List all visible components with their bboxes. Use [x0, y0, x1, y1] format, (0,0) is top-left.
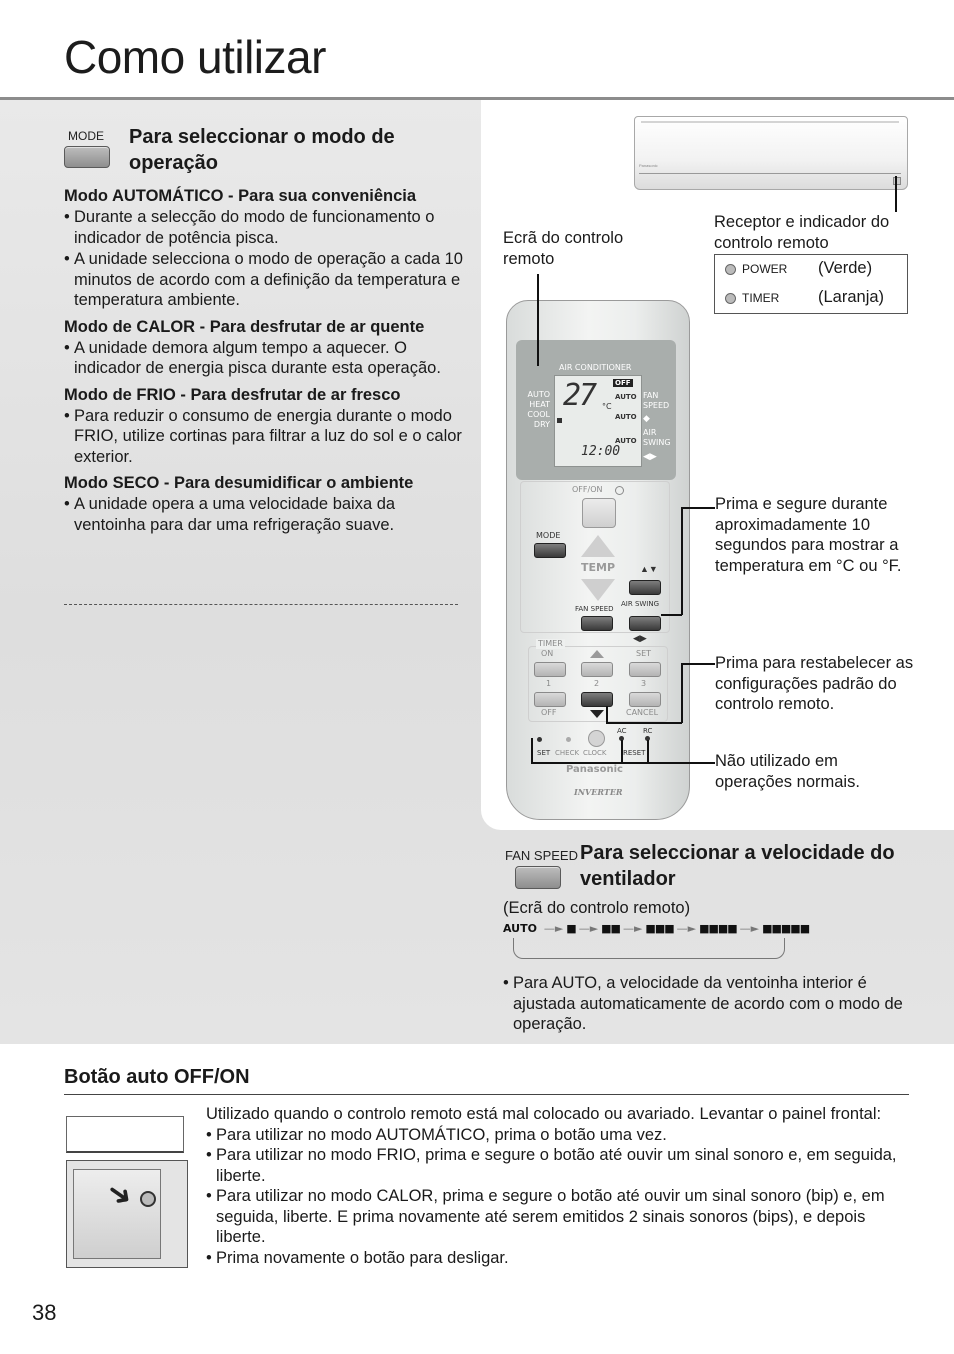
unit-panel-illustration	[66, 1116, 184, 1153]
clock-button-icon	[588, 730, 605, 747]
indicator-power	[725, 262, 787, 276]
remote-number: 2	[594, 679, 600, 688]
remote-timer-set-label: SET	[636, 649, 652, 658]
remote-timer-on-label: ON	[541, 649, 554, 658]
remote-timer-label: TIMER	[538, 639, 563, 648]
fan-speed-button-icon	[515, 866, 561, 889]
lcd-auto: AUTO	[615, 413, 637, 421]
remote-mode-list	[524, 390, 550, 430]
indicator-color: (Verde)	[818, 259, 873, 277]
fan-speed-button-label: FAN SPEED	[505, 848, 578, 863]
remote-reset-label: RESET	[623, 749, 646, 757]
led-icon	[725, 293, 736, 304]
remote-clock-label: CLOCK	[583, 749, 607, 757]
temp-up-icon	[581, 535, 615, 557]
remote-timer-up-button	[581, 662, 613, 677]
callout-line	[661, 614, 682, 616]
mode-bullet: • Durante a selecção do modo de funcionamento o indicador de potência pisca.	[64, 207, 464, 248]
timer-up-icon	[590, 650, 604, 658]
lcd-auto: AUTO	[615, 393, 637, 401]
remote-fan-speed-btn-label: FAN SPEED	[575, 605, 614, 613]
fan-speed-level-icon: ■	[566, 922, 576, 935]
sequence-arrow-icon: —►	[622, 922, 643, 935]
mode-section-title: Para seleccionar o modo de operação	[129, 126, 395, 174]
remote-rc-label: RC	[643, 727, 653, 735]
power-icon	[615, 486, 624, 495]
remote-timer-off-button	[534, 692, 566, 707]
callout-line	[606, 722, 682, 724]
fan-speed-level-icon: ■■	[601, 922, 620, 935]
callout-line	[531, 738, 533, 763]
lcd-auto: AUTO	[615, 437, 637, 445]
lcd-temperature: 27	[563, 378, 596, 413]
page-title: Como utilizar	[64, 31, 326, 83]
remote-air-swing-btn-label: AIR SWING	[621, 600, 660, 608]
remote-fan-speed-label: FAN SPEED	[643, 391, 670, 410]
remote-air-swing-button	[629, 580, 661, 595]
auto-section-title: Botão auto OFF/ON	[64, 1066, 250, 1088]
led-icon	[725, 264, 736, 275]
remote-timer-down-button	[581, 692, 613, 707]
remote-timer-set-button	[629, 662, 661, 677]
fan-bullet: • Para AUTO, a velocidade da ventoinha interior é ajustada automaticamente de acordo com o modo de operação.	[503, 973, 913, 1035]
sequence-arrow-icon: —►	[676, 922, 697, 935]
remote-timer-off-label: OFF	[541, 708, 557, 717]
auto-section-divider	[64, 1094, 909, 1095]
fan-arrows-icon: ◆	[643, 413, 650, 423]
remote-off-on-label: OFF/ON	[572, 485, 603, 494]
remote-inverter-logo: INVERTER	[574, 787, 623, 797]
mode-heading-cool: Modo de FRIO - Para desfrutar de ar fresco	[64, 385, 401, 404]
remote-air-swing-label: AIR SWING	[643, 428, 671, 447]
mode-bullet: • A unidade opera a uma velocidade baixa da ventoinha para dar uma refrigeração suave.	[64, 494, 464, 535]
fan-screen-note: (Ecrã do controlo remoto)	[503, 899, 691, 917]
indicator-color: (Laranja)	[818, 288, 885, 306]
fan-speed-level-icon: ■■■	[645, 922, 674, 935]
remote-mode-label: MODE	[536, 531, 561, 540]
callout-line	[681, 663, 715, 665]
fan-speed-level-icon: ■■■■■	[762, 922, 810, 935]
sequence-auto-label: AUTO	[503, 922, 537, 935]
mode-button-icon	[64, 146, 110, 168]
callout-line	[681, 507, 683, 615]
remote-number: 1	[546, 679, 552, 688]
auto-intro: Utilizado quando o controlo remoto está mal colocado ou avariado. Levantar o painel frontal:	[206, 1105, 882, 1123]
auto-bullet: • Para utilizar no modo AUTOMÁTICO, prima o botão uma vez.	[206, 1125, 911, 1146]
auto-button-illustration	[66, 1160, 188, 1268]
temp-down-icon	[581, 579, 615, 601]
remote-ac-label: AC	[617, 727, 627, 735]
lcd-off-badge: OFF	[615, 379, 631, 387]
pointer-arrow-icon: ➜	[99, 1173, 140, 1216]
callout-reset: Prima para restabelecer as configurações padrão do controlo remoto.	[715, 654, 914, 713]
swing-up-down-icon: ▲▼	[640, 564, 658, 574]
remote-timer-on-button	[534, 662, 566, 677]
sequence-arrow-icon: —►	[543, 922, 564, 935]
mode-button-label: MODE	[68, 129, 104, 143]
callout-line	[681, 663, 683, 723]
remote-mode: AUTO	[527, 390, 550, 399]
swing-left-right-icon: ◀▶	[633, 633, 647, 643]
remote-check-label: CHECK	[555, 749, 580, 757]
mode-descriptions	[64, 186, 464, 535]
timer-down-icon	[590, 710, 604, 718]
unit-brand-label: Panasonic	[639, 163, 658, 168]
callout-line	[606, 706, 608, 723]
mode-heading-dry: Modo SECO - Para desumidificar o ambiente	[64, 474, 414, 492]
auto-bullet: • Para utilizar no modo FRIO, prima e segure o botão até ouvir um sinal sonoro e, em seguida, liberte.	[206, 1145, 911, 1186]
remote-number: 3	[641, 679, 647, 688]
section-divider	[64, 604, 458, 605]
fan-speed-sequence	[503, 922, 809, 935]
remote-fan-speed-button	[581, 616, 613, 631]
indicator-legend	[714, 254, 908, 314]
mode-bullet: • A unidade demora algum tempo a aquecer. O indicador de energia pisca durante esta operação.	[64, 338, 464, 379]
indicator-name: TIMER	[742, 291, 780, 305]
mode-heading-auto: Modo AUTOMÁTICO - Para sua conveniência	[64, 187, 417, 205]
receiver-label: Receptor e indicador do controlo remoto	[714, 213, 890, 252]
callout-hold-10s: Prima e segure durante aproximadamente 10 segundos para mostrar a temperatura em °C ou °F.	[715, 495, 902, 575]
callout-not-used: Não utilizado em operações normais.	[715, 752, 860, 791]
callout-line	[895, 176, 897, 212]
callout-line	[681, 507, 715, 509]
callout-line	[621, 740, 623, 763]
lcd-mode-marker-icon	[557, 418, 562, 423]
auto-bullet: • Prima novamente o botão para desligar.	[206, 1248, 911, 1269]
auto-bullet: • Para utilizar no modo CALOR, prima e segure o botão até ouvir um sinal sonoro (bip) e, em seguida, liberte. E prima novamente até serem emitidos 2 sinais sonoros (bips), e depois liberte.	[206, 1186, 911, 1248]
lcd-unit: °C	[602, 402, 612, 411]
sequence-loop-arrow	[513, 938, 785, 959]
callout-line	[647, 740, 649, 763]
fan-section-title: Para seleccionar a velocidade do ventilador	[580, 842, 895, 890]
fan-speed-level-icon: ■■■■	[699, 922, 737, 935]
check-pinhole-icon	[566, 737, 571, 742]
sequence-arrow-icon: —►	[578, 922, 599, 935]
lcd-clock: 12:00	[581, 444, 621, 459]
callout-line	[537, 274, 539, 366]
auto-section-text	[206, 1104, 911, 1268]
speed-steps	[541, 922, 809, 935]
remote-set-label: SET	[537, 749, 551, 757]
page-number: 38	[32, 1300, 57, 1325]
sequence-arrow-icon: —►	[739, 922, 760, 935]
remote-lcd	[554, 375, 642, 467]
mode-heading-heat: Modo de CALOR - Para desfrutar de ar quente	[64, 317, 425, 336]
remote-swing-lr-button	[629, 616, 661, 631]
callout-line	[531, 762, 715, 764]
remote-timer-cancel-label: CANCEL	[626, 708, 659, 717]
auto-off-on-button-icon	[140, 1191, 156, 1207]
remote-temp-label: TEMP	[581, 561, 616, 574]
remote-mode: HEAT	[529, 400, 550, 409]
indicator-name: POWER	[742, 262, 788, 276]
remote-header-text: AIR CONDITIONER	[559, 363, 632, 372]
remote-off-on-button	[582, 498, 616, 528]
remote-mode-button	[534, 543, 566, 558]
remote-mode: DRY	[533, 420, 550, 429]
remote-timer-cancel-button	[629, 692, 661, 707]
remote-brand-logo: Panasonic	[566, 764, 623, 775]
swing-arrows-icon: ◀▶	[643, 451, 657, 461]
mode-bullet: • Para reduzir o consumo de energia durante o modo FRIO, utilize cortinas para filtrar a luz do sol e o calor exterior.	[64, 406, 464, 468]
indicator-timer	[725, 291, 779, 305]
indoor-unit-illustration	[634, 116, 908, 190]
screen-label: Ecrã do controlo remoto	[503, 229, 624, 268]
remote-mode: COOL	[527, 410, 550, 419]
mode-bullet: • A unidade selecciona o modo de operação a cada 10 minutos de acordo com a definição da temperatura e temperatura ambiente.	[64, 249, 464, 311]
set-pinhole-icon	[537, 737, 542, 742]
